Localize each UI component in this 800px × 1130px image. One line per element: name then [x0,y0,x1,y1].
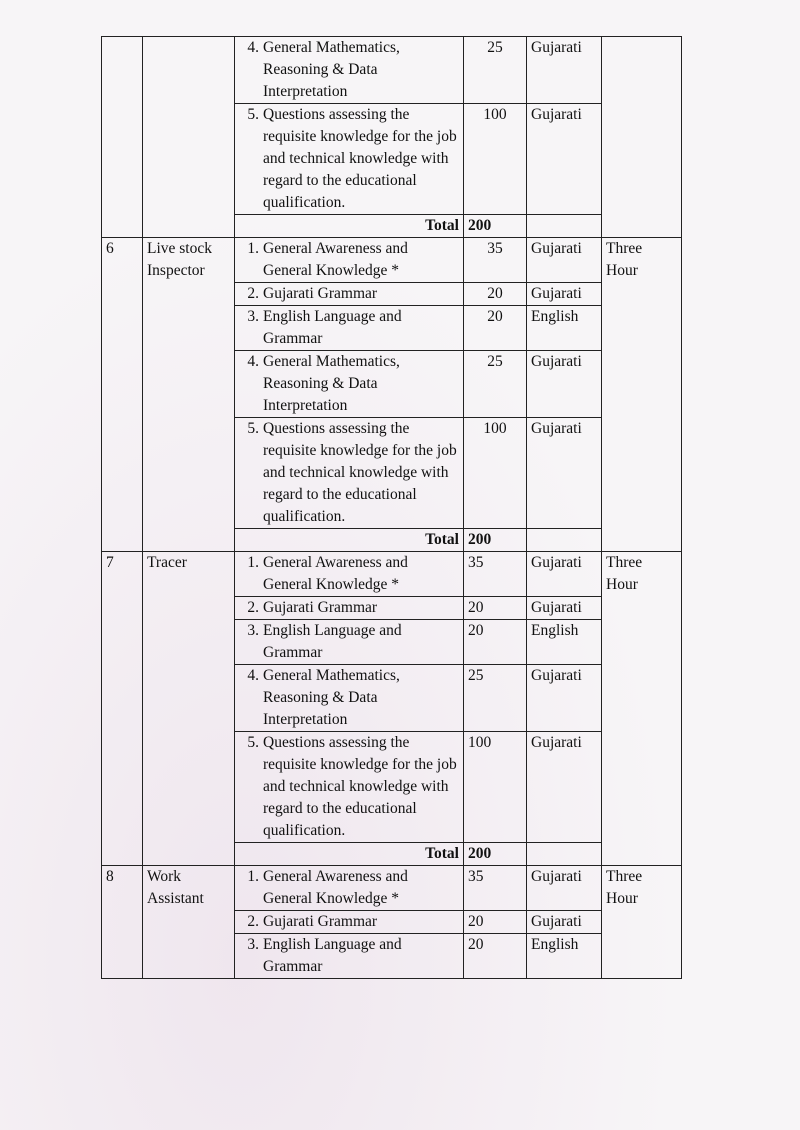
subject-text: General Awareness and General Knowledge * [263,240,408,279]
duration-cell: Three Hour [602,866,682,979]
medium-cell: Gujarati [527,665,602,732]
medium-cell: English [527,306,602,351]
subject-text: Gujarati Grammar [263,599,378,616]
subject-number: 2. [247,913,259,930]
medium-cell: Gujarati [527,418,602,529]
subject-number: 3. [247,936,259,953]
medium-cell: English [527,934,602,979]
marks-cell: 100 [483,420,507,437]
total-label: Total [235,215,464,238]
medium-cell: Gujarati [527,597,602,620]
marks-cell: 20 [464,934,527,979]
medium-cell: English [527,620,602,665]
marks-cell: 20 [487,285,503,302]
medium-cell: Gujarati [527,238,602,283]
post-name-cell: Live stock Inspector [143,238,235,552]
subject-number: 4. [247,353,259,370]
subject-number: 3. [247,308,259,325]
subject-row [102,238,682,283]
marks-cell: 35 [487,240,503,257]
marks-cell: 20 [464,620,527,665]
medium-cell: Gujarati [527,37,602,104]
total-value: 200 [464,529,527,552]
marks-cell: 25 [464,665,527,732]
subject-number: 1. [247,554,259,571]
subject-number: 2. [247,285,259,302]
medium-cell: Gujarati [527,552,602,597]
duration-cell [602,37,682,238]
medium-cell: Gujarati [527,911,602,934]
subject-text: General Mathematics, Reasoning & Data Interpretation [263,39,400,100]
marks-cell: 25 [487,353,503,370]
subject-text: Gujarati Grammar [263,913,378,930]
marks-cell: 20 [487,308,503,325]
subject-number: 5. [247,106,259,123]
total-label: Total [235,529,464,552]
subject-number: 1. [247,868,259,885]
medium-cell: Gujarati [527,104,602,215]
subject-number: 5. [247,420,259,437]
total-value: 200 [464,843,527,866]
subject-text: Questions assessing the requisite knowledge for the job and technical knowledge with regard to the educational qualification. [263,106,457,211]
subject-text: English Language and Grammar [263,936,402,975]
marks-cell: 25 [487,39,503,56]
subject-row [102,37,682,104]
post-number-cell: 8 [102,866,143,979]
marks-cell: 35 [464,866,527,911]
medium-cell: Gujarati [527,351,602,418]
post-name-cell: Tracer [143,552,235,866]
subject-text: General Mathematics, Reasoning & Data Interpretation [263,667,400,728]
subject-text: English Language and Grammar [263,308,402,347]
subject-text: General Mathematics, Reasoning & Data Interpretation [263,353,400,414]
total-value: 200 [464,215,527,238]
subject-text: General Awareness and General Knowledge * [263,868,408,907]
subject-number: 3. [247,622,259,639]
duration-cell: Three Hour [602,552,682,866]
subject-row [102,552,682,597]
post-number-cell: 7 [102,552,143,866]
subject-text: Questions assessing the requisite knowledge for the job and technical knowledge with regard to the educational qualification. [263,734,457,839]
post-number-cell: 6 [102,238,143,552]
marks-cell: 35 [464,552,527,597]
subject-text: Gujarati Grammar [263,285,378,302]
marks-cell: 100 [464,732,527,843]
post-number-cell [102,37,143,238]
marks-cell: 100 [483,106,507,123]
subject-text: Questions assessing the requisite knowledge for the job and technical knowledge with regard to the educational qualification. [263,420,457,525]
marks-cell: 20 [464,597,527,620]
subject-text: English Language and Grammar [263,622,402,661]
medium-cell: Gujarati [527,866,602,911]
syllabus-table [101,36,682,979]
marks-cell: 20 [464,911,527,934]
subject-text: General Awareness and General Knowledge * [263,554,408,593]
medium-cell: Gujarati [527,283,602,306]
subject-number: 4. [247,667,259,684]
subject-row [102,866,682,911]
post-name-cell [143,37,235,238]
subject-number: 2. [247,599,259,616]
subject-number: 5. [247,734,259,751]
total-label: Total [235,843,464,866]
duration-cell: Three Hour [602,238,682,552]
post-name-cell: Work Assistant [143,866,235,979]
subject-number: 4. [247,39,259,56]
subject-number: 1. [247,240,259,257]
medium-cell: Gujarati [527,732,602,843]
